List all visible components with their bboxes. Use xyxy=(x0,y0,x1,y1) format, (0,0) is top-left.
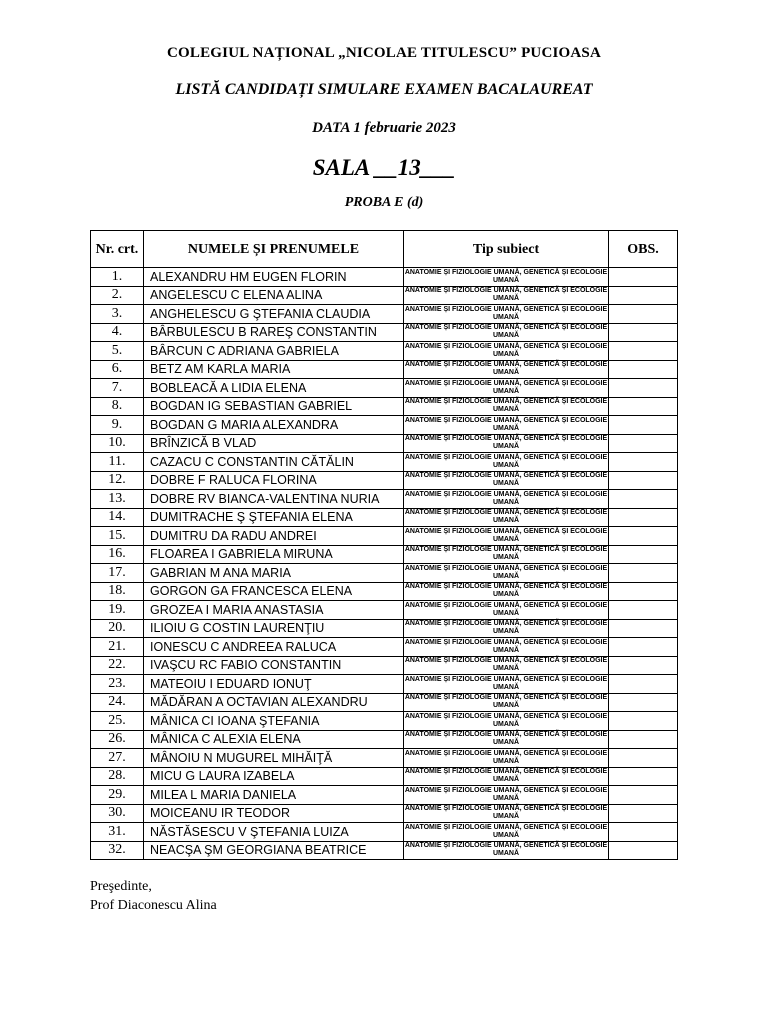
president-name: Prof Diaconescu Alina xyxy=(90,898,217,913)
candidate-name: ALEXANDRU HM EUGEN FLORIN xyxy=(144,268,404,287)
observations xyxy=(609,601,678,620)
observations xyxy=(609,656,678,675)
school-name: COLEGIUL NAȚIONAL „NICOLAE TITULESCU” PUCIOASA xyxy=(166,45,602,61)
table-row xyxy=(91,416,678,435)
row-number: 9. xyxy=(91,416,144,435)
row-number: 15. xyxy=(91,527,144,546)
candidate-name: GABRIAN M ANA MARIA xyxy=(144,564,404,583)
row-number: 7. xyxy=(91,379,144,398)
row-number: 10. xyxy=(91,434,144,453)
row-number: 4. xyxy=(91,323,144,342)
row-number: 24. xyxy=(91,693,144,712)
subject-type: ANATOMIE ȘI FIZIOLOGIE UMANĂ, GENETICĂ ȘI ECOLOGIE UMANĂ xyxy=(404,619,609,638)
table-row xyxy=(91,582,678,601)
subject-type: ANATOMIE ȘI FIZIOLOGIE UMANĂ, GENETICĂ ȘI ECOLOGIE UMANĂ xyxy=(404,268,609,287)
subject-type: ANATOMIE ȘI FIZIOLOGIE UMANĂ, GENETICĂ ȘI ECOLOGIE UMANĂ xyxy=(404,490,609,509)
observations xyxy=(609,360,678,379)
observations xyxy=(609,453,678,472)
observations xyxy=(609,619,678,638)
subject-type: ANATOMIE ȘI FIZIOLOGIE UMANĂ, GENETICĂ ȘI ECOLOGIE UMANĂ xyxy=(404,434,609,453)
candidate-name: NĂSTĂSESCU V ŞTEFANIA LUIZA xyxy=(144,823,404,842)
subject-type: ANATOMIE ȘI FIZIOLOGIE UMANĂ, GENETICĂ ȘI ECOLOGIE UMANĂ xyxy=(404,508,609,527)
row-number: 14. xyxy=(91,508,144,527)
table-row xyxy=(91,490,678,509)
table-row xyxy=(91,268,678,287)
candidate-name: CAZACU C CONSTANTIN CĂTĂLIN xyxy=(144,453,404,472)
table-row xyxy=(91,434,678,453)
subject-type: ANATOMIE ȘI FIZIOLOGIE UMANĂ, GENETICĂ ȘI ECOLOGIE UMANĂ xyxy=(404,564,609,583)
candidate-name: BÂRBULESCU B RAREŞ CONSTANTIN xyxy=(144,323,404,342)
observations xyxy=(609,379,678,398)
candidate-name: MOICEANU IR TEODOR xyxy=(144,804,404,823)
subject-type: ANATOMIE ȘI FIZIOLOGIE UMANĂ, GENETICĂ ȘI ECOLOGIE UMANĂ xyxy=(404,675,609,694)
candidate-name: BRÎNZICĂ B VLAD xyxy=(144,434,404,453)
row-number: 13. xyxy=(91,490,144,509)
candidate-name: DUMITRACHE Ş ŞTEFANIA ELENA xyxy=(144,508,404,527)
row-number: 11. xyxy=(91,453,144,472)
observations xyxy=(609,693,678,712)
table-row xyxy=(91,712,678,731)
subject-type: ANATOMIE ȘI FIZIOLOGIE UMANĂ, GENETICĂ ȘI ECOLOGIE UMANĂ xyxy=(404,601,609,620)
candidate-name: DUMITRU DA RADU ANDREI xyxy=(144,527,404,546)
subject-type: ANATOMIE ȘI FIZIOLOGIE UMANĂ, GENETICĂ ȘI ECOLOGIE UMANĂ xyxy=(404,712,609,731)
row-number: 29. xyxy=(91,786,144,805)
row-number: 31. xyxy=(91,823,144,842)
observations xyxy=(609,508,678,527)
candidate-name: BOBLEACĂ A LIDIA ELENA xyxy=(144,379,404,398)
table-row xyxy=(91,841,678,860)
row-number: 30. xyxy=(91,804,144,823)
candidate-name: GROZEA I MARIA ANASTASIA xyxy=(144,601,404,620)
row-number: 8. xyxy=(91,397,144,416)
observations xyxy=(609,434,678,453)
subject-type: ANATOMIE ȘI FIZIOLOGIE UMANĂ, GENETICĂ ȘI ECOLOGIE UMANĂ xyxy=(404,545,609,564)
candidate-name: BOGDAN G MARIA ALEXANDRA xyxy=(144,416,404,435)
observations xyxy=(609,712,678,731)
row-number: 23. xyxy=(91,675,144,694)
candidate-name: IONESCU C ANDREEA RALUCA xyxy=(144,638,404,657)
subject-type: ANATOMIE ȘI FIZIOLOGIE UMANĂ, GENETICĂ ȘI ECOLOGIE UMANĂ xyxy=(404,453,609,472)
subject-type: ANATOMIE ȘI FIZIOLOGIE UMANĂ, GENETICĂ ȘI ECOLOGIE UMANĂ xyxy=(404,397,609,416)
table-row xyxy=(91,397,678,416)
column-header-subject: Tip subiect xyxy=(404,231,609,268)
candidate-name: NEACŞA ŞM GEORGIANA BEATRICE xyxy=(144,841,404,860)
candidate-name: MÂNICA CI IOANA ŞTEFANIA xyxy=(144,712,404,731)
row-number: 21. xyxy=(91,638,144,657)
table-row xyxy=(91,305,678,324)
candidate-name: DOBRE F RALUCA FLORINA xyxy=(144,471,404,490)
observations xyxy=(609,675,678,694)
exam-test: PROBA E (d) xyxy=(344,195,424,210)
observations xyxy=(609,305,678,324)
observations xyxy=(609,638,678,657)
row-number: 1. xyxy=(91,268,144,287)
table-row xyxy=(91,656,678,675)
row-number: 12. xyxy=(91,471,144,490)
candidate-name: BÂRCUN C ADRIANA GABRIELA xyxy=(144,342,404,361)
observations xyxy=(609,804,678,823)
table-row xyxy=(91,342,678,361)
observations xyxy=(609,823,678,842)
candidate-name: FLOAREA I GABRIELA MIRUNA xyxy=(144,545,404,564)
table-row xyxy=(91,730,678,749)
subject-type: ANATOMIE ȘI FIZIOLOGIE UMANĂ, GENETICĂ ȘI ECOLOGIE UMANĂ xyxy=(404,693,609,712)
table-row xyxy=(91,527,678,546)
exam-date: DATA 1 februarie 2023 xyxy=(312,120,456,136)
candidate-name: BOGDAN IG SEBASTIAN GABRIEL xyxy=(144,397,404,416)
subject-type: ANATOMIE ȘI FIZIOLOGIE UMANĂ, GENETICĂ ȘI ECOLOGIE UMANĂ xyxy=(404,823,609,842)
table-row xyxy=(91,286,678,305)
observations xyxy=(609,582,678,601)
observations xyxy=(609,490,678,509)
observations xyxy=(609,545,678,564)
president-label: Preşedinte, xyxy=(90,879,152,894)
row-number: 6. xyxy=(91,360,144,379)
list-title: LISTĂ CANDIDAȚI SIMULARE EXAMEN BACALAUREAT xyxy=(175,81,593,98)
subject-type: ANATOMIE ȘI FIZIOLOGIE UMANĂ, GENETICĂ ȘI ECOLOGIE UMANĂ xyxy=(404,471,609,490)
subject-type: ANATOMIE ȘI FIZIOLOGIE UMANĂ, GENETICĂ ȘI ECOLOGIE UMANĂ xyxy=(404,841,609,860)
table-row xyxy=(91,471,678,490)
observations xyxy=(609,471,678,490)
table-row xyxy=(91,508,678,527)
row-number: 16. xyxy=(91,545,144,564)
subject-type: ANATOMIE ȘI FIZIOLOGIE UMANĂ, GENETICĂ ȘI ECOLOGIE UMANĂ xyxy=(404,323,609,342)
candidate-name: ILIOIU G COSTIN LAURENŢIU xyxy=(144,619,404,638)
candidate-name: MÂNICA C ALEXIA ELENA xyxy=(144,730,404,749)
observations xyxy=(609,397,678,416)
subject-type: ANATOMIE ȘI FIZIOLOGIE UMANĂ, GENETICĂ ȘI ECOLOGIE UMANĂ xyxy=(404,638,609,657)
subject-type: ANATOMIE ȘI FIZIOLOGIE UMANĂ, GENETICĂ ȘI ECOLOGIE UMANĂ xyxy=(404,286,609,305)
candidate-name: ANGELESCU C ELENA ALINA xyxy=(144,286,404,305)
table-row xyxy=(91,638,678,657)
table-row xyxy=(91,564,678,583)
table-row xyxy=(91,619,678,638)
observations xyxy=(609,268,678,287)
subject-type: ANATOMIE ȘI FIZIOLOGIE UMANĂ, GENETICĂ ȘI ECOLOGIE UMANĂ xyxy=(404,416,609,435)
observations xyxy=(609,286,678,305)
subject-type: ANATOMIE ȘI FIZIOLOGIE UMANĂ, GENETICĂ ȘI ECOLOGIE UMANĂ xyxy=(404,749,609,768)
candidate-name: MATEOIU I EDUARD IONUŢ xyxy=(144,675,404,694)
row-number: 17. xyxy=(91,564,144,583)
table-row xyxy=(91,693,678,712)
observations xyxy=(609,767,678,786)
observations xyxy=(609,841,678,860)
row-number: 25. xyxy=(91,712,144,731)
table-row xyxy=(91,360,678,379)
row-number: 22. xyxy=(91,656,144,675)
observations xyxy=(609,323,678,342)
table-row xyxy=(91,379,678,398)
row-number: 20. xyxy=(91,619,144,638)
observations xyxy=(609,342,678,361)
subject-type: ANATOMIE ȘI FIZIOLOGIE UMANĂ, GENETICĂ ȘI ECOLOGIE UMANĂ xyxy=(404,767,609,786)
row-number: 19. xyxy=(91,601,144,620)
subject-type: ANATOMIE ȘI FIZIOLOGIE UMANĂ, GENETICĂ ȘI ECOLOGIE UMANĂ xyxy=(404,582,609,601)
observations xyxy=(609,749,678,768)
row-number: 5. xyxy=(91,342,144,361)
table-row xyxy=(91,804,678,823)
subject-type: ANATOMIE ȘI FIZIOLOGIE UMANĂ, GENETICĂ ȘI ECOLOGIE UMANĂ xyxy=(404,527,609,546)
table-row xyxy=(91,453,678,472)
subject-type: ANATOMIE ȘI FIZIOLOGIE UMANĂ, GENETICĂ ȘI ECOLOGIE UMANĂ xyxy=(404,804,609,823)
observations xyxy=(609,564,678,583)
room-number: SALA __13___ xyxy=(312,155,456,180)
candidate-name: GORGON GA FRANCESCA ELENA xyxy=(144,582,404,601)
row-number: 3. xyxy=(91,305,144,324)
subject-type: ANATOMIE ȘI FIZIOLOGIE UMANĂ, GENETICĂ ȘI ECOLOGIE UMANĂ xyxy=(404,379,609,398)
row-number: 2. xyxy=(91,286,144,305)
row-number: 18. xyxy=(91,582,144,601)
row-number: 28. xyxy=(91,767,144,786)
table-row xyxy=(91,675,678,694)
candidate-name: ANGHELESCU G ŞTEFANIA CLAUDIA xyxy=(144,305,404,324)
candidate-name: DOBRE RV BIANCA-VALENTINA NURIA xyxy=(144,490,404,509)
subject-type: ANATOMIE ȘI FIZIOLOGIE UMANĂ, GENETICĂ ȘI ECOLOGIE UMANĂ xyxy=(404,342,609,361)
observations xyxy=(609,730,678,749)
row-number: 32. xyxy=(91,841,144,860)
table-row xyxy=(91,786,678,805)
subject-type: ANATOMIE ȘI FIZIOLOGIE UMANĂ, GENETICĂ ȘI ECOLOGIE UMANĂ xyxy=(404,305,609,324)
observations xyxy=(609,416,678,435)
observations xyxy=(609,786,678,805)
table-row xyxy=(91,823,678,842)
observations xyxy=(609,527,678,546)
candidate-name: MĂDĂRAN A OCTAVIAN ALEXANDRU xyxy=(144,693,404,712)
candidates-table xyxy=(90,230,678,860)
candidate-name: MICU G LAURA IZABELA xyxy=(144,767,404,786)
table-row xyxy=(91,601,678,620)
candidate-name: MILEA L MARIA DANIELA xyxy=(144,786,404,805)
table-header-row xyxy=(91,231,678,268)
row-number: 26. xyxy=(91,730,144,749)
row-number: 27. xyxy=(91,749,144,768)
column-header-obs: OBS. xyxy=(609,231,678,268)
candidate-name: BETZ AM KARLA MARIA xyxy=(144,360,404,379)
column-header-name: NUMELE ȘI PRENUMELE xyxy=(144,231,404,268)
subject-type: ANATOMIE ȘI FIZIOLOGIE UMANĂ, GENETICĂ ȘI ECOLOGIE UMANĂ xyxy=(404,730,609,749)
subject-type: ANATOMIE ȘI FIZIOLOGIE UMANĂ, GENETICĂ ȘI ECOLOGIE UMANĂ xyxy=(404,656,609,675)
subject-type: ANATOMIE ȘI FIZIOLOGIE UMANĂ, GENETICĂ ȘI ECOLOGIE UMANĂ xyxy=(404,360,609,379)
subject-type: ANATOMIE ȘI FIZIOLOGIE UMANĂ, GENETICĂ ȘI ECOLOGIE UMANĂ xyxy=(404,786,609,805)
table-row xyxy=(91,749,678,768)
signature-block xyxy=(90,877,217,915)
table-row xyxy=(91,767,678,786)
candidate-name: MÂNOIU N MUGUREL MIHĂIŢĂ xyxy=(144,749,404,768)
column-header-nr: Nr. crt. xyxy=(91,231,144,268)
table-body xyxy=(91,268,678,860)
candidate-name: IVAŞCU RC FABIO CONSTANTIN xyxy=(144,656,404,675)
table-row xyxy=(91,323,678,342)
table-row xyxy=(91,545,678,564)
